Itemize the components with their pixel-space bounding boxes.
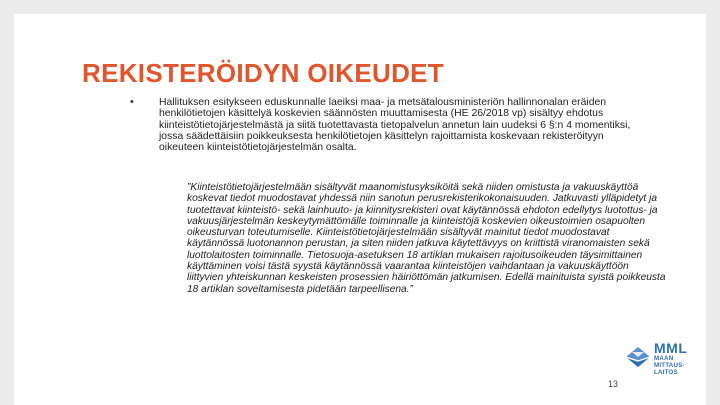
logo-line2: MITTAUS- — [654, 362, 685, 369]
mml-logo — [624, 339, 704, 379]
bullet-paragraph: Hallituksen esitykseen eduskunnalle laeiksi maa- ja metsätalousministeriön hallinnonalan eräiden henkilötietojen käsittelyä koskevien säännösten muuttamisesta (HE 26/2018 vp) sisältyy ehdotus kiinteistötietojärjestelmästä ja siitä tuotettavasta tietopalvelun annetun lain uudeksi 6 §:n 4 momentiksi, jossa säädettäisiin poikkeuksesta henkilötietojen käsittelyn rajoittamista koskevaan rekisteröityyn oikeuteen kiinteistötietojärjestelmän osalta. — [159, 97, 631, 154]
quote-paragraph: ”Kiinteistötietojärjestelmään sisältyvät maanomistusyksiköitä sekä niiden omistusta ja vakuuskäyttöä koskevat tiedot muodostavat yhdessä niin sanotun perusrekisterikokonaisuuden. Jatkuvasti ylläpidetyt ja tuotettavat kiinteistö- sekä lainhuuto- ja kiinnitysrekisteri ovat käytännössä ehdoton edellytys luotottus- ja vakuusjärjestelmän keskeytymättömälle toiminnalle ja kiinteistöjä koskevien oikeustoimien osapuolten oikeusturvan toteutumiselle. Kiinteistötietojärjestelmään sisältyvät mainitut tiedot muodostavat käytännössä luotonannon perustan, ja siten niiden jatkuva käytettävyys on kriittistä viranomaisten sekä luottolaitosten toiminnalle. Tietosuoja-asetuksen 18 artiklan mukaisen rajoitusoikeuden täysimittainen käyttäminen voisi tästä syystä käytännössä vaarantaa kiinteistöjen vaihdantaan ja vakuuskäyttöön liittyvien yhteiskunnan keskeisten prosessien häiriöttömän jatkumisen. Edellä mainituista syistä poikkeusta 18 artiklan soveltamisesta pidetään tarpeellisena.” — [187, 182, 666, 295]
slide — [14, 14, 706, 405]
bullet-marker: • — [130, 96, 134, 108]
slide-title: REKISTERÖIDYN OIKEUDET — [82, 58, 444, 88]
page-number: 13 — [608, 379, 619, 389]
logo-text — [654, 341, 687, 376]
logo-line1: MAAN — [654, 355, 674, 362]
envelope-logo-icon — [624, 345, 652, 371]
logo-line3: LAITOS — [654, 369, 678, 376]
logo-brand: MML — [654, 340, 688, 356]
